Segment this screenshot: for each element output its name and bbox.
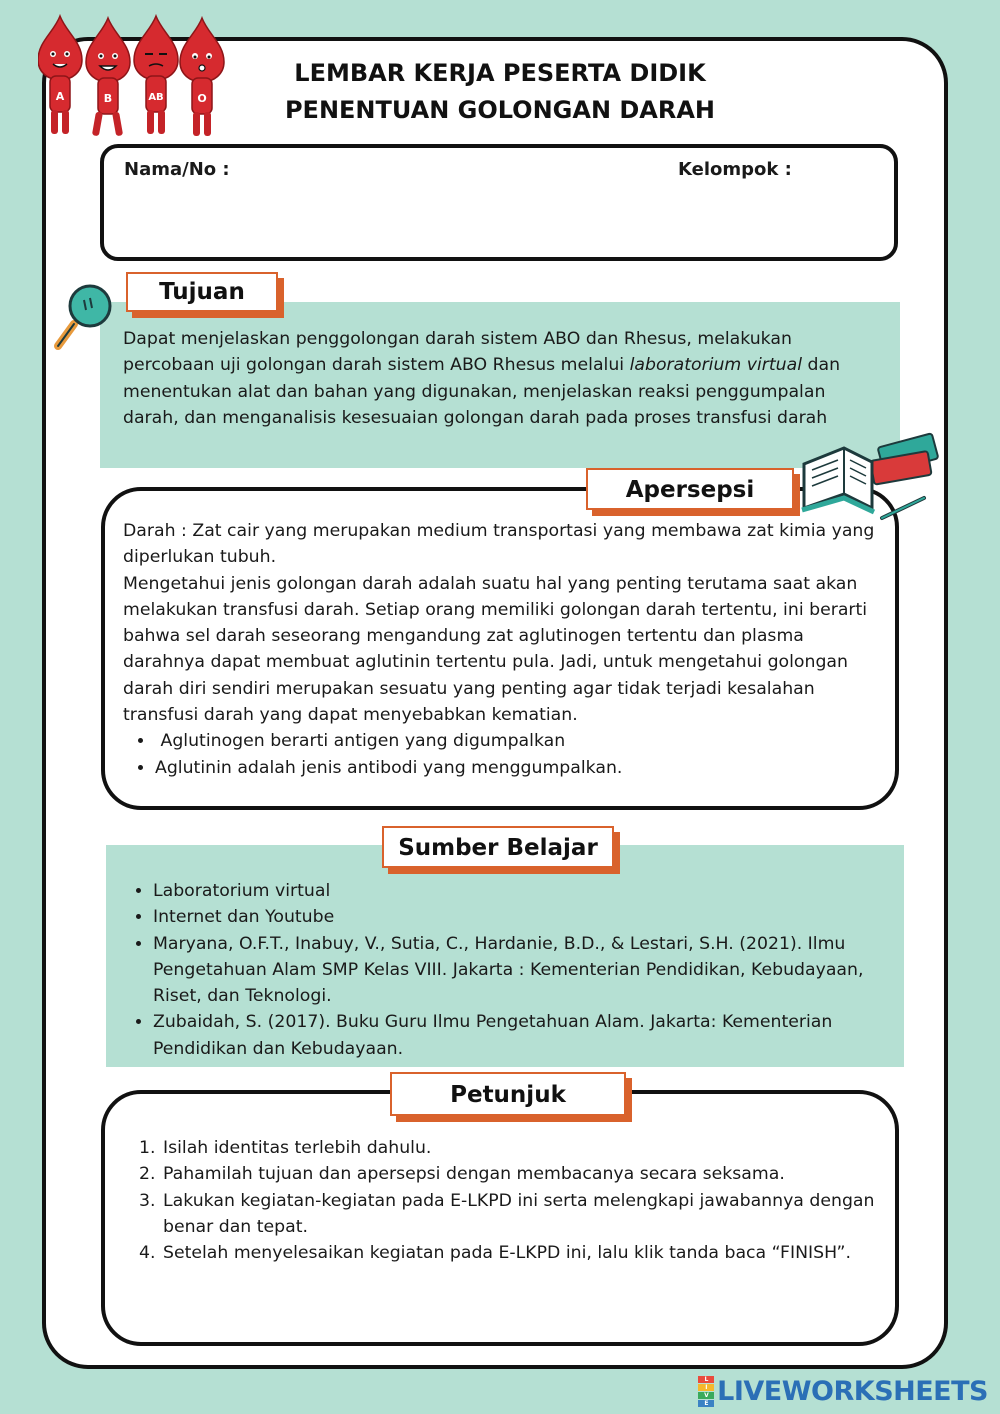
petunjuk-list: [123, 1135, 881, 1266]
blood-drop-mascot-a: [38, 16, 82, 134]
blood-drop-mascot-ab: [134, 16, 178, 134]
tujuan-text: [123, 326, 883, 431]
logo-letter: L: [698, 1376, 714, 1383]
apersepsi-para1: Darah : Zat cair yang merupakan medium transportasi yang membawa zat kimia yang diperlukan tubuh.: [123, 521, 875, 568]
tujuan-text-italic: laboratorium virtual: [629, 355, 803, 376]
liveworksheets-watermark[interactable]: [698, 1374, 988, 1408]
logo-letter: I: [698, 1384, 714, 1391]
list-item: • Maryana, O.F.T., Inabuy, V., Sutia, C., Hardanie, B.D., & Lestari, S.H. (2021). Ilmu Pengetahuan Alam SMP Kelas VIII. Jakarta : Kementerian Pendidikan, Kebudayaan, Riset, dan Teknologi.: [153, 931, 913, 1010]
list-item: • Laboratorium virtual: [153, 878, 913, 904]
mascot-letter: A: [55, 90, 65, 103]
tujuan-text-part2: dan menentukan alat dan bahan yang digunakan, menjelaskan reaksi penggumpalan darah, dan menganalisis kesesuaian golongan darah pada proses transfusi darah: [123, 355, 841, 428]
apersepsi-para2: Mengetahui jenis golongan darah adalah suatu hal yang penting terutama saat akan melakukan transfusi darah. Setiap orang memiliki golongan darah tertentu, ini berarti bahwa sel darah seseorang mengandung zat aglutinogen tertentu dan plasma darahnya dapat membuat aglutinin tertentu pula. Jadi, untuk mengetahui golongan darah diri sendiri merupakan sesuatu yang penting agar tidak terjadi kesalahan transfusi darah yang dapat menyebabkan kematian.: [123, 573, 868, 726]
identity-box[interactable]: [100, 144, 898, 261]
books-icon: [800, 428, 946, 528]
list-item: 2. Pahamilah tujuan dan apersepsi dengan membacanya secara seksama.: [161, 1161, 881, 1187]
list-item: 4. Setelah menyelesaikan kegiatan pada E-LKPD ini, lalu klik tanda baca “FINISH”.: [161, 1240, 881, 1266]
list-item: • Internet dan Youtube: [153, 904, 913, 930]
mascot-letter: AB: [148, 92, 164, 103]
kelompok-label: Kelompok :: [678, 159, 792, 180]
logo-letter: V: [698, 1392, 714, 1399]
sumber-list: [121, 878, 913, 1062]
tujuan-heading: Tujuan: [126, 272, 278, 312]
list-item: • Zubaidah, S. (2017). Buku Guru Ilmu Pengetahuan Alam. Jakarta: Kementerian Pendidikan dan Kebudayaan.: [153, 1009, 913, 1062]
list-item: 1. Isilah identitas terlebih dahulu.: [161, 1135, 881, 1161]
page-title-line1: LEMBAR KERJA PESERTA DIDIK: [294, 59, 706, 87]
mascot-letter: O: [197, 92, 207, 105]
petunjuk-heading: Petunjuk: [390, 1072, 626, 1116]
nama-label: Nama/No :: [124, 159, 230, 180]
blood-drop-mascot-b: [86, 18, 130, 136]
apersepsi-heading: Apersepsi: [586, 468, 794, 510]
watermark-text: LIVEWORKSHEETS: [717, 1375, 988, 1407]
list-item: 3. Lakukan kegiatan-kegiatan pada E-LKPD ini serta melengkapi jawabannya dengan benar dan tepat.: [161, 1188, 881, 1241]
magnifier-icon: [52, 280, 122, 352]
liveworksheets-logo-icon: [698, 1375, 714, 1407]
list-item: • Aglutinin adalah jenis antibodi yang menggumpalkan.: [155, 755, 885, 781]
tujuan-text-part1: Dapat menjelaskan penggolongan darah sistem ABO dan Rhesus, melakukan percobaan uji golongan darah sistem ABO Rhesus melalui: [123, 329, 792, 376]
list-item: • Aglutinogen berarti antigen yang digumpalkan: [155, 728, 885, 754]
apersepsi-bullets: [123, 728, 885, 781]
sumber-heading: Sumber Belajar: [382, 826, 614, 868]
logo-letter: E: [698, 1400, 714, 1407]
mascot-letter: B: [103, 92, 113, 105]
apersepsi-content: [123, 518, 885, 781]
page-title-line2: PENENTUAN GOLONGAN DARAH: [284, 96, 716, 124]
